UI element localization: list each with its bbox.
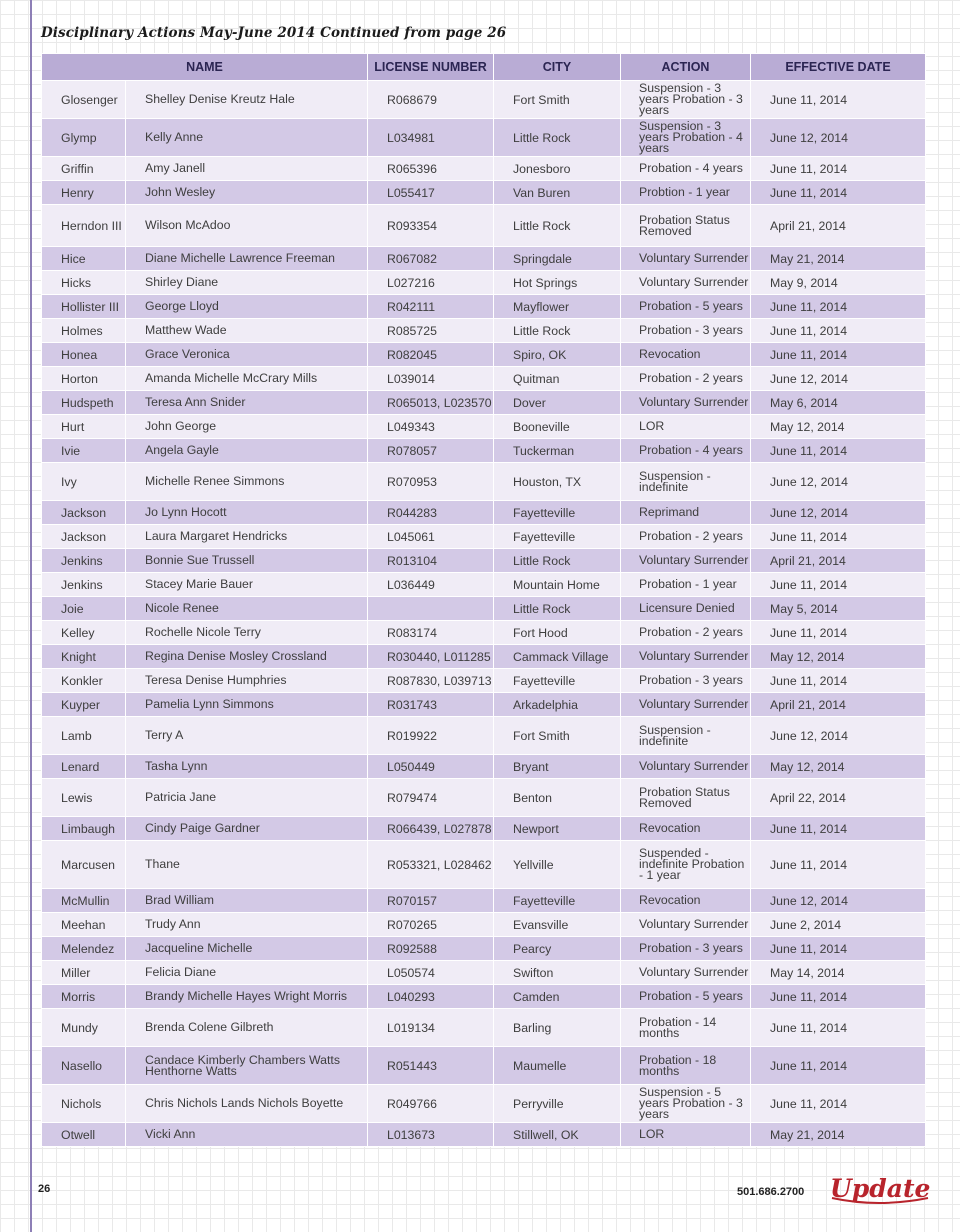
cell-effective-date: June 11, 2014 xyxy=(751,621,926,645)
cell-first-name: Chris Nichols Lands Nichols Boyette xyxy=(126,1085,368,1123)
cell-city: Little Rock xyxy=(494,549,621,573)
table-row xyxy=(42,1085,926,1123)
cell-first-name: Stacey Marie Bauer xyxy=(126,573,368,597)
cell-city: Tuckerman xyxy=(494,439,621,463)
cell-license-number: R053321, L028462 xyxy=(368,841,494,889)
cell-effective-date: May 12, 2014 xyxy=(751,415,926,439)
page-title: Disciplinary Actions May-June 2014 Continued from page 26 xyxy=(41,25,507,41)
cell-first-name: Rochelle Nicole Terry xyxy=(126,621,368,645)
cell-license-number: L055417 xyxy=(368,181,494,205)
page-number: 26 xyxy=(38,1183,51,1195)
cell-city: Fayetteville xyxy=(494,501,621,525)
cell-license-number: R042111 xyxy=(368,295,494,319)
cell-action: LOR xyxy=(621,415,751,439)
cell-last-name: Lenard xyxy=(42,755,126,779)
cell-city: Little Rock xyxy=(494,319,621,343)
cell-action: Probation - 2 years xyxy=(621,621,751,645)
cell-city: Maumelle xyxy=(494,1047,621,1085)
cell-first-name: Trudy Ann xyxy=(126,913,368,937)
cell-city: Arkadelphia xyxy=(494,693,621,717)
cell-city: Stillwell, OK xyxy=(494,1123,621,1147)
cell-city: Jonesboro xyxy=(494,157,621,181)
cell-license-number: L034981 xyxy=(368,119,494,157)
cell-action: LOR xyxy=(621,1123,751,1147)
cell-last-name: Lewis xyxy=(42,779,126,817)
logo-text: Update xyxy=(830,1174,931,1203)
cell-action: Voluntary Surrender xyxy=(621,961,751,985)
cell-effective-date: April 22, 2014 xyxy=(751,779,926,817)
cell-action: Revocation xyxy=(621,343,751,367)
cell-last-name: Henry xyxy=(42,181,126,205)
table-row xyxy=(42,937,926,961)
cell-license-number: R065396 xyxy=(368,157,494,181)
table-row xyxy=(42,205,926,247)
cell-action: Probation - 3 years xyxy=(621,937,751,961)
cell-first-name: Shirley Diane xyxy=(126,271,368,295)
table-row xyxy=(42,525,926,549)
cell-last-name: Meehan xyxy=(42,913,126,937)
cell-city: Dover xyxy=(494,391,621,415)
cell-city: Fort Smith xyxy=(494,81,621,119)
table-row xyxy=(42,501,926,525)
cell-effective-date: June 12, 2014 xyxy=(751,889,926,913)
cell-first-name: Angela Gayle xyxy=(126,439,368,463)
cell-last-name: Limbaugh xyxy=(42,817,126,841)
cell-city: Benton xyxy=(494,779,621,817)
cell-action: Suspension - indefinite xyxy=(621,463,751,501)
table-row xyxy=(42,961,926,985)
update-logo xyxy=(828,1168,932,1208)
cell-last-name: Herndon III xyxy=(42,205,126,247)
cell-city: Perryville xyxy=(494,1085,621,1123)
column-header-effective-date: EFFECTIVE DATE xyxy=(751,54,926,81)
cell-action: Reprimand xyxy=(621,501,751,525)
cell-effective-date: May 21, 2014 xyxy=(751,1123,926,1147)
table-row xyxy=(42,621,926,645)
cell-city: Fort Hood xyxy=(494,621,621,645)
cell-license-number: L019134 xyxy=(368,1009,494,1047)
cell-effective-date: June 11, 2014 xyxy=(751,343,926,367)
cell-effective-date: June 11, 2014 xyxy=(751,573,926,597)
cell-city: Newport xyxy=(494,817,621,841)
cell-first-name: Patricia Jane xyxy=(126,779,368,817)
cell-license-number: R068679 xyxy=(368,81,494,119)
cell-action: Suspension - 3 years Probation - 3 years xyxy=(621,81,751,119)
cell-effective-date: June 11, 2014 xyxy=(751,985,926,1009)
cell-first-name: Bonnie Sue Trussell xyxy=(126,549,368,573)
cell-last-name: Kelley xyxy=(42,621,126,645)
cell-license-number: R079474 xyxy=(368,779,494,817)
cell-first-name: Tasha Lynn xyxy=(126,755,368,779)
cell-license-number: L013673 xyxy=(368,1123,494,1147)
cell-license-number: R044283 xyxy=(368,501,494,525)
cell-last-name: Hice xyxy=(42,247,126,271)
cell-effective-date: June 11, 2014 xyxy=(751,937,926,961)
cell-license-number: L039014 xyxy=(368,367,494,391)
cell-action: Probation - 14 months xyxy=(621,1009,751,1047)
cell-license-number: L050449 xyxy=(368,755,494,779)
table-row xyxy=(42,391,926,415)
cell-last-name: Jenkins xyxy=(42,573,126,597)
cell-action: Probation - 1 year xyxy=(621,573,751,597)
cell-city: Fayetteville xyxy=(494,669,621,693)
cell-last-name: Horton xyxy=(42,367,126,391)
cell-last-name: Glosenger xyxy=(42,81,126,119)
cell-last-name: Lamb xyxy=(42,717,126,755)
table-row xyxy=(42,693,926,717)
cell-license-number: L049343 xyxy=(368,415,494,439)
cell-license-number: L040293 xyxy=(368,985,494,1009)
column-header-name: NAME xyxy=(42,54,368,81)
cell-first-name: Brenda Colene Gilbreth xyxy=(126,1009,368,1047)
cell-first-name: Jo Lynn Hocott xyxy=(126,501,368,525)
cell-city: Evansville xyxy=(494,913,621,937)
cell-action: Voluntary Surrender xyxy=(621,391,751,415)
cell-city: Houston, TX xyxy=(494,463,621,501)
cell-effective-date: April 21, 2014 xyxy=(751,205,926,247)
cell-license-number: L036449 xyxy=(368,573,494,597)
cell-first-name: Nicole Renee xyxy=(126,597,368,621)
table-row xyxy=(42,573,926,597)
cell-first-name: John George xyxy=(126,415,368,439)
table-row xyxy=(42,319,926,343)
cell-city: Camden xyxy=(494,985,621,1009)
table-row xyxy=(42,415,926,439)
cell-city: Quitman xyxy=(494,367,621,391)
cell-last-name: Ivie xyxy=(42,439,126,463)
cell-effective-date: June 11, 2014 xyxy=(751,1085,926,1123)
cell-city: Bryant xyxy=(494,755,621,779)
cell-last-name: Knight xyxy=(42,645,126,669)
cell-last-name: Nasello xyxy=(42,1047,126,1085)
cell-first-name: Matthew Wade xyxy=(126,319,368,343)
cell-effective-date: June 12, 2014 xyxy=(751,501,926,525)
cell-action: Revocation xyxy=(621,817,751,841)
cell-action: Voluntary Surrender xyxy=(621,645,751,669)
cell-first-name: Shelley Denise Kreutz Hale xyxy=(126,81,368,119)
cell-action: Voluntary Surrender xyxy=(621,913,751,937)
cell-city: Swifton xyxy=(494,961,621,985)
cell-license-number: R049766 xyxy=(368,1085,494,1123)
cell-city: Barling xyxy=(494,1009,621,1047)
cell-action: Suspension - indefinite xyxy=(621,717,751,755)
cell-first-name: Teresa Ann Snider xyxy=(126,391,368,415)
cell-license-number: R087830, L039713 xyxy=(368,669,494,693)
cell-city: Pearcy xyxy=(494,937,621,961)
table-row xyxy=(42,295,926,319)
table-row xyxy=(42,343,926,367)
cell-action: Licensure Denied xyxy=(621,597,751,621)
table-row xyxy=(42,1009,926,1047)
table-row xyxy=(42,841,926,889)
cell-last-name: Glymp xyxy=(42,119,126,157)
cell-last-name: Hudspeth xyxy=(42,391,126,415)
cell-last-name: McMullin xyxy=(42,889,126,913)
table-row xyxy=(42,119,926,157)
cell-license-number: R078057 xyxy=(368,439,494,463)
cell-effective-date: June 11, 2014 xyxy=(751,669,926,693)
cell-last-name: Jackson xyxy=(42,501,126,525)
cell-first-name: Vicki Ann xyxy=(126,1123,368,1147)
cell-license-number: R066439, L027878 xyxy=(368,817,494,841)
cell-city: Little Rock xyxy=(494,205,621,247)
cell-first-name: John Wesley xyxy=(126,181,368,205)
cell-last-name: Mundy xyxy=(42,1009,126,1047)
cell-city: Booneville xyxy=(494,415,621,439)
cell-action: Voluntary Surrender xyxy=(621,247,751,271)
cell-first-name: Grace Veronica xyxy=(126,343,368,367)
cell-action: Suspension - 3 years Probation - 4 years xyxy=(621,119,751,157)
cell-last-name: Honea xyxy=(42,343,126,367)
cell-action: Voluntary Surrender xyxy=(621,549,751,573)
cell-effective-date: June 11, 2014 xyxy=(751,439,926,463)
table-row xyxy=(42,717,926,755)
cell-action: Probation - 4 years xyxy=(621,439,751,463)
cell-city: Mayflower xyxy=(494,295,621,319)
cell-effective-date: June 11, 2014 xyxy=(751,295,926,319)
table-row xyxy=(42,1047,926,1085)
table-row xyxy=(42,247,926,271)
table-row xyxy=(42,181,926,205)
cell-effective-date: June 11, 2014 xyxy=(751,319,926,343)
cell-license-number: R093354 xyxy=(368,205,494,247)
cell-last-name: Jackson xyxy=(42,525,126,549)
cell-license-number: R070157 xyxy=(368,889,494,913)
cell-city: Little Rock xyxy=(494,597,621,621)
cell-last-name: Otwell xyxy=(42,1123,126,1147)
cell-action: Suspended - indefinite Probation - 1 year xyxy=(621,841,751,889)
cell-city: Van Buren xyxy=(494,181,621,205)
cell-action: Probation - 3 years xyxy=(621,319,751,343)
cell-last-name: Nichols xyxy=(42,1085,126,1123)
cell-action: Probation - 4 years xyxy=(621,157,751,181)
table-row xyxy=(42,779,926,817)
cell-city: Fayetteville xyxy=(494,889,621,913)
table-row xyxy=(42,597,926,621)
table-row xyxy=(42,755,926,779)
table-row xyxy=(42,367,926,391)
cell-first-name: Felicia Diane xyxy=(126,961,368,985)
cell-action: Probation - 3 years xyxy=(621,669,751,693)
cell-license-number: R092588 xyxy=(368,937,494,961)
cell-city: Springdale xyxy=(494,247,621,271)
cell-effective-date: May 14, 2014 xyxy=(751,961,926,985)
cell-last-name: Miller xyxy=(42,961,126,985)
cell-action: Probation - 5 years xyxy=(621,295,751,319)
cell-effective-date: June 11, 2014 xyxy=(751,841,926,889)
cell-effective-date: June 11, 2014 xyxy=(751,81,926,119)
cell-city: Spiro, OK xyxy=(494,343,621,367)
table-row xyxy=(42,157,926,181)
table-row xyxy=(42,549,926,573)
cell-license-number: R070953 xyxy=(368,463,494,501)
cell-first-name: Laura Margaret Hendricks xyxy=(126,525,368,549)
cell-effective-date: June 11, 2014 xyxy=(751,1047,926,1085)
table-row xyxy=(42,81,926,119)
cell-first-name: Terry A xyxy=(126,717,368,755)
cell-city: Yellville xyxy=(494,841,621,889)
cell-action: Probation - 2 years xyxy=(621,525,751,549)
cell-license-number: R065013, L023570 xyxy=(368,391,494,415)
cell-city: Little Rock xyxy=(494,119,621,157)
cell-city: Mountain Home xyxy=(494,573,621,597)
cell-license-number: R031743 xyxy=(368,693,494,717)
cell-effective-date: June 12, 2014 xyxy=(751,463,926,501)
cell-license-number: L050574 xyxy=(368,961,494,985)
cell-last-name: Jenkins xyxy=(42,549,126,573)
cell-action: Probtion - 1 year xyxy=(621,181,751,205)
cell-last-name: Kuyper xyxy=(42,693,126,717)
cell-effective-date: June 12, 2014 xyxy=(751,717,926,755)
cell-first-name: Pamelia Lynn Simmons xyxy=(126,693,368,717)
cell-last-name: Marcusen xyxy=(42,841,126,889)
cell-effective-date: May 21, 2014 xyxy=(751,247,926,271)
cell-city: Cammack Village xyxy=(494,645,621,669)
cell-first-name: Diane Michelle Lawrence Freeman xyxy=(126,247,368,271)
cell-effective-date: June 12, 2014 xyxy=(751,367,926,391)
cell-first-name: George Lloyd xyxy=(126,295,368,319)
cell-last-name: Hurt xyxy=(42,415,126,439)
table-row xyxy=(42,669,926,693)
cell-license-number: R070265 xyxy=(368,913,494,937)
cell-license-number: R019922 xyxy=(368,717,494,755)
column-header-action: ACTION xyxy=(621,54,751,81)
cell-action: Voluntary Surrender xyxy=(621,755,751,779)
table-row xyxy=(42,645,926,669)
cell-action: Probation Status Removed xyxy=(621,779,751,817)
cell-last-name: Griffin xyxy=(42,157,126,181)
cell-first-name: Michelle Renee Simmons xyxy=(126,463,368,501)
cell-effective-date: May 5, 2014 xyxy=(751,597,926,621)
cell-last-name: Holmes xyxy=(42,319,126,343)
cell-license-number: R013104 xyxy=(368,549,494,573)
cell-first-name: Wilson McAdoo xyxy=(126,205,368,247)
cell-action: Probation Status Removed xyxy=(621,205,751,247)
cell-license-number: R067082 xyxy=(368,247,494,271)
cell-license-number xyxy=(368,597,494,621)
table-row xyxy=(42,271,926,295)
cell-first-name: Regina Denise Mosley Crossland xyxy=(126,645,368,669)
cell-effective-date: May 6, 2014 xyxy=(751,391,926,415)
cell-first-name: Candace Kimberly Chambers Watts Henthorne Watts xyxy=(126,1047,368,1085)
page-margin-line xyxy=(30,0,32,1232)
disciplinary-actions-table xyxy=(41,53,926,1147)
cell-first-name: Cindy Paige Gardner xyxy=(126,817,368,841)
cell-license-number: L045061 xyxy=(368,525,494,549)
cell-city: Fort Smith xyxy=(494,717,621,755)
cell-effective-date: June 11, 2014 xyxy=(751,525,926,549)
cell-last-name: Joie xyxy=(42,597,126,621)
table-row xyxy=(42,985,926,1009)
cell-license-number: R030440, L011285 xyxy=(368,645,494,669)
cell-effective-date: May 12, 2014 xyxy=(751,645,926,669)
phone-number: 501.686.2700 xyxy=(737,1186,805,1198)
cell-last-name: Konkler xyxy=(42,669,126,693)
cell-effective-date: June 11, 2014 xyxy=(751,1009,926,1047)
column-header-license: LICENSE NUMBER xyxy=(368,54,494,81)
cell-action: Revocation xyxy=(621,889,751,913)
table-row xyxy=(42,913,926,937)
cell-effective-date: May 9, 2014 xyxy=(751,271,926,295)
table-row xyxy=(42,463,926,501)
cell-action: Probation - 18 months xyxy=(621,1047,751,1085)
cell-license-number: R083174 xyxy=(368,621,494,645)
cell-license-number: R082045 xyxy=(368,343,494,367)
cell-effective-date: April 21, 2014 xyxy=(751,693,926,717)
cell-license-number: L027216 xyxy=(368,271,494,295)
cell-first-name: Amanda Michelle McCrary Mills xyxy=(126,367,368,391)
cell-effective-date: May 12, 2014 xyxy=(751,755,926,779)
cell-license-number: R051443 xyxy=(368,1047,494,1085)
cell-first-name: Kelly Anne xyxy=(126,119,368,157)
cell-action: Voluntary Surrender xyxy=(621,271,751,295)
cell-first-name: Teresa Denise Humphries xyxy=(126,669,368,693)
cell-action: Suspension - 5 years Probation - 3 years xyxy=(621,1085,751,1123)
cell-effective-date: June 11, 2014 xyxy=(751,817,926,841)
cell-action: Probation - 5 years xyxy=(621,985,751,1009)
cell-last-name: Hollister III xyxy=(42,295,126,319)
cell-effective-date: June 2, 2014 xyxy=(751,913,926,937)
cell-first-name: Jacqueline Michelle xyxy=(126,937,368,961)
table-row xyxy=(42,439,926,463)
cell-last-name: Hicks xyxy=(42,271,126,295)
cell-last-name: Ivy xyxy=(42,463,126,501)
table-row xyxy=(42,817,926,841)
cell-first-name: Thane xyxy=(126,841,368,889)
cell-last-name: Morris xyxy=(42,985,126,1009)
cell-first-name: Amy Janell xyxy=(126,157,368,181)
cell-city: Hot Springs xyxy=(494,271,621,295)
cell-license-number: R085725 xyxy=(368,319,494,343)
cell-effective-date: June 11, 2014 xyxy=(751,157,926,181)
cell-first-name: Brandy Michelle Hayes Wright Morris xyxy=(126,985,368,1009)
cell-effective-date: June 11, 2014 xyxy=(751,181,926,205)
table-row xyxy=(42,1123,926,1147)
cell-first-name: Brad William xyxy=(126,889,368,913)
table-row xyxy=(42,889,926,913)
cell-effective-date: June 12, 2014 xyxy=(751,119,926,157)
cell-action: Probation - 2 years xyxy=(621,367,751,391)
cell-action: Voluntary Surrender xyxy=(621,693,751,717)
column-header-city: CITY xyxy=(494,54,621,81)
cell-last-name: Melendez xyxy=(42,937,126,961)
cell-effective-date: April 21, 2014 xyxy=(751,549,926,573)
table-header-row xyxy=(42,54,926,81)
cell-city: Fayetteville xyxy=(494,525,621,549)
